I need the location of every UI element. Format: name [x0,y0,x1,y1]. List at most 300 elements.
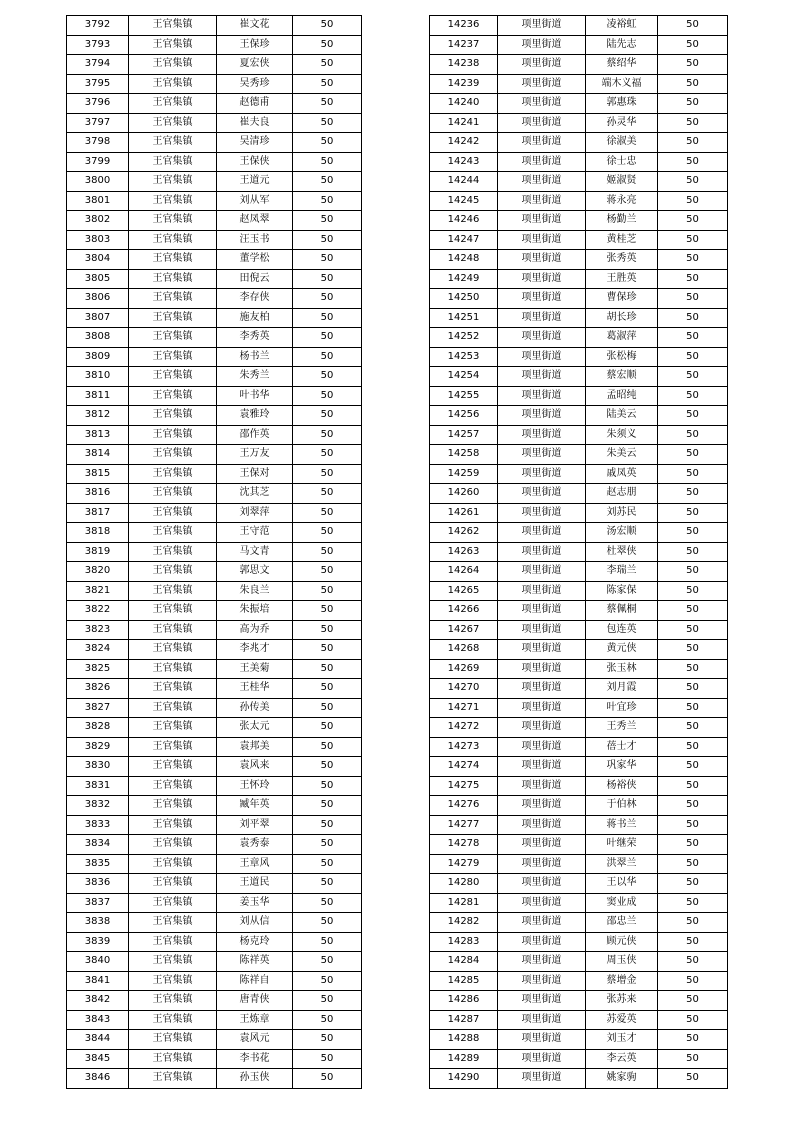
amount-cell: 50 [293,815,362,835]
id-cell: 14277 [430,815,498,835]
name-cell: 王守范 [217,523,293,543]
table-row [67,74,362,94]
table-row [67,113,362,133]
id-cell: 3820 [67,562,129,582]
name-cell: 杨书兰 [217,347,293,367]
id-cell: 3800 [67,172,129,192]
name-cell: 叶宜珍 [586,698,658,718]
name-cell: 李存侠 [217,289,293,309]
id-cell: 14283 [430,932,498,952]
id-cell: 3812 [67,406,129,426]
amount-cell: 50 [658,913,728,933]
town-cell: 项里街道 [498,601,586,621]
town-cell: 项里街道 [498,367,586,387]
name-cell: 包连英 [586,620,658,640]
table-row [430,133,728,153]
town-cell: 王官集镇 [129,172,217,192]
id-cell: 14253 [430,347,498,367]
town-cell: 王官集镇 [129,991,217,1011]
table-row [430,308,728,328]
table-row [67,659,362,679]
table-row [430,425,728,445]
name-cell: 沈其芝 [217,484,293,504]
name-cell: 陈祥自 [217,971,293,991]
table-row [430,562,728,582]
amount-cell: 50 [293,152,362,172]
name-cell: 张松梅 [586,347,658,367]
town-cell: 王官集镇 [129,971,217,991]
table-row [67,776,362,796]
town-cell: 王官集镇 [129,659,217,679]
id-cell: 14246 [430,211,498,231]
id-cell: 3813 [67,425,129,445]
table-row [430,328,728,348]
town-cell: 项里街道 [498,55,586,75]
amount-cell: 50 [658,659,728,679]
name-cell: 袁风元 [217,1030,293,1050]
name-cell: 朱须义 [586,425,658,445]
table-row [430,757,728,777]
id-cell: 14252 [430,328,498,348]
name-cell: 蔡佩桐 [586,601,658,621]
amount-cell: 50 [658,776,728,796]
amount-cell: 50 [658,854,728,874]
name-cell: 周玉侠 [586,952,658,972]
town-cell: 王官集镇 [129,211,217,231]
table-row [67,367,362,387]
town-cell: 王官集镇 [129,464,217,484]
id-cell: 3825 [67,659,129,679]
id-cell: 3804 [67,250,129,270]
id-cell: 3794 [67,55,129,75]
amount-cell: 50 [293,35,362,55]
town-cell: 项里街道 [498,191,586,211]
table-row [430,230,728,250]
table-row [67,289,362,309]
name-cell: 王美菊 [217,659,293,679]
amount-cell: 50 [293,991,362,1011]
table-row [67,133,362,153]
table-row [67,503,362,523]
name-cell: 崔文花 [217,16,293,36]
table-row [430,640,728,660]
town-cell: 王官集镇 [129,1010,217,1030]
amount-cell: 50 [658,74,728,94]
table-row [67,640,362,660]
name-cell: 窦业成 [586,893,658,913]
id-cell: 3797 [67,113,129,133]
town-cell: 王官集镇 [129,542,217,562]
name-cell: 蔡增金 [586,971,658,991]
id-cell: 3827 [67,698,129,718]
town-cell: 王官集镇 [129,16,217,36]
table-row [430,932,728,952]
amount-cell: 50 [293,269,362,289]
amount-cell: 50 [658,952,728,972]
table-row [67,35,362,55]
name-cell: 马文青 [217,542,293,562]
table-row [67,230,362,250]
table-row [430,191,728,211]
name-cell: 李兆才 [217,640,293,660]
id-cell: 3810 [67,367,129,387]
name-cell: 夏宏侠 [217,55,293,75]
name-cell: 端木义福 [586,74,658,94]
id-cell: 3803 [67,230,129,250]
town-cell: 王官集镇 [129,1049,217,1069]
table-row [430,523,728,543]
name-cell: 李瑞兰 [586,562,658,582]
id-cell: 3822 [67,601,129,621]
name-cell: 刘翠萍 [217,503,293,523]
amount-cell: 50 [658,835,728,855]
town-cell: 王官集镇 [129,640,217,660]
town-cell: 项里街道 [498,581,586,601]
amount-cell: 50 [658,1010,728,1030]
name-cell: 吴秀珍 [217,74,293,94]
table-row [67,269,362,289]
id-cell: 14241 [430,113,498,133]
table-row [67,718,362,738]
town-cell: 王官集镇 [129,893,217,913]
table-row [67,152,362,172]
amount-cell: 50 [658,230,728,250]
name-cell: 朱美云 [586,445,658,465]
name-cell: 崔夫良 [217,113,293,133]
amount-cell: 50 [293,250,362,270]
id-cell: 14270 [430,679,498,699]
id-cell: 14280 [430,874,498,894]
name-cell: 袁邦美 [217,737,293,757]
id-cell: 14281 [430,893,498,913]
name-cell: 张苏来 [586,991,658,1011]
town-cell: 项里街道 [498,211,586,231]
table-row [67,893,362,913]
amount-cell: 50 [658,484,728,504]
amount-cell: 50 [658,308,728,328]
amount-cell: 50 [293,74,362,94]
id-cell: 3845 [67,1049,129,1069]
amount-cell: 50 [658,718,728,738]
table-row [67,445,362,465]
town-cell: 项里街道 [498,679,586,699]
amount-cell: 50 [293,1030,362,1050]
table-row [430,737,728,757]
id-cell: 14240 [430,94,498,114]
id-cell: 14271 [430,698,498,718]
name-cell: 姚家驹 [586,1069,658,1089]
town-cell: 项里街道 [498,757,586,777]
id-cell: 14243 [430,152,498,172]
amount-cell: 50 [658,464,728,484]
table-row [67,698,362,718]
amount-cell: 50 [658,113,728,133]
amount-cell: 50 [658,737,728,757]
table-row [67,815,362,835]
amount-cell: 50 [293,503,362,523]
town-cell: 王官集镇 [129,1030,217,1050]
id-cell: 3818 [67,523,129,543]
id-cell: 14251 [430,308,498,328]
name-cell: 王道元 [217,172,293,192]
amount-cell: 50 [293,601,362,621]
town-cell: 项里街道 [498,776,586,796]
amount-cell: 50 [658,133,728,153]
table-row [67,620,362,640]
amount-cell: 50 [658,932,728,952]
amount-cell: 50 [658,679,728,699]
id-cell: 3801 [67,191,129,211]
town-cell: 王官集镇 [129,718,217,738]
amount-cell: 50 [658,503,728,523]
town-cell: 王官集镇 [129,679,217,699]
id-cell: 3824 [67,640,129,660]
left-table [66,15,362,1089]
table-row [67,484,362,504]
name-cell: 孙灵华 [586,113,658,133]
id-cell: 14276 [430,796,498,816]
table-row [430,581,728,601]
amount-cell: 50 [293,542,362,562]
id-cell: 3841 [67,971,129,991]
id-cell: 3823 [67,620,129,640]
amount-cell: 50 [658,796,728,816]
town-cell: 项里街道 [498,932,586,952]
town-cell: 项里街道 [498,425,586,445]
amount-cell: 50 [658,991,728,1011]
amount-cell: 50 [293,211,362,231]
id-cell: 3806 [67,289,129,309]
table-row [430,542,728,562]
town-cell: 项里街道 [498,874,586,894]
id-cell: 3834 [67,835,129,855]
id-cell: 14275 [430,776,498,796]
amount-cell: 50 [658,698,728,718]
amount-cell: 50 [658,874,728,894]
name-cell: 赵志朋 [586,484,658,504]
table-row [67,757,362,777]
town-cell: 王官集镇 [129,328,217,348]
id-cell: 14242 [430,133,498,153]
name-cell: 田倪云 [217,269,293,289]
town-cell: 王官集镇 [129,269,217,289]
id-cell: 3793 [67,35,129,55]
name-cell: 王保侠 [217,152,293,172]
id-cell: 3830 [67,757,129,777]
amount-cell: 50 [293,55,362,75]
id-cell: 14278 [430,835,498,855]
table-row [430,503,728,523]
id-cell: 14285 [430,971,498,991]
amount-cell: 50 [293,1069,362,1089]
town-cell: 项里街道 [498,289,586,309]
amount-cell: 50 [293,464,362,484]
name-cell: 王章风 [217,854,293,874]
table-row [67,952,362,972]
id-cell: 3808 [67,328,129,348]
id-cell: 3835 [67,854,129,874]
table-row [430,913,728,933]
amount-cell: 50 [658,523,728,543]
id-cell: 3798 [67,133,129,153]
id-cell: 14282 [430,913,498,933]
town-cell: 王官集镇 [129,289,217,309]
id-cell: 14238 [430,55,498,75]
table-row [67,250,362,270]
table-row [67,1030,362,1050]
amount-cell: 50 [293,913,362,933]
name-cell: 刘从信 [217,913,293,933]
name-cell: 黄桂芝 [586,230,658,250]
id-cell: 14272 [430,718,498,738]
name-cell: 朱振培 [217,601,293,621]
amount-cell: 50 [293,445,362,465]
name-cell: 袁风来 [217,757,293,777]
table-row [67,1049,362,1069]
table-row [430,1069,728,1089]
table-row [430,113,728,133]
town-cell: 项里街道 [498,74,586,94]
amount-cell: 50 [658,425,728,445]
town-cell: 项里街道 [498,815,586,835]
town-cell: 王官集镇 [129,386,217,406]
town-cell: 王官集镇 [129,113,217,133]
town-cell: 王官集镇 [129,796,217,816]
table-row [430,16,728,36]
name-cell: 高为乔 [217,620,293,640]
amount-cell: 50 [658,367,728,387]
table-row [67,386,362,406]
name-cell: 凌裕虹 [586,16,658,36]
amount-cell: 50 [658,386,728,406]
name-cell: 洪翠兰 [586,854,658,874]
amount-cell: 50 [293,484,362,504]
table-row [67,1010,362,1030]
table-row [430,250,728,270]
name-cell: 刘苏民 [586,503,658,523]
table-row [67,874,362,894]
amount-cell: 50 [293,835,362,855]
name-cell: 曹保珍 [586,289,658,309]
amount-cell: 50 [293,367,362,387]
table-row [67,1069,362,1089]
amount-cell: 50 [658,562,728,582]
name-cell: 孙传美 [217,698,293,718]
amount-cell: 50 [293,230,362,250]
id-cell: 14262 [430,523,498,543]
name-cell: 陈祥英 [217,952,293,972]
name-cell: 施友柏 [217,308,293,328]
amount-cell: 50 [293,191,362,211]
table-row [430,484,728,504]
table-row [67,16,362,36]
id-cell: 3821 [67,581,129,601]
name-cell: 李书花 [217,1049,293,1069]
name-cell: 刘玉才 [586,1030,658,1050]
amount-cell: 50 [293,1010,362,1030]
table-row [430,464,728,484]
town-cell: 项里街道 [498,35,586,55]
amount-cell: 50 [293,133,362,153]
name-cell: 朱秀兰 [217,367,293,387]
name-cell: 王以华 [586,874,658,894]
table-row [67,94,362,114]
id-cell: 14265 [430,581,498,601]
town-cell: 项里街道 [498,991,586,1011]
amount-cell: 50 [293,679,362,699]
table-row [430,659,728,679]
amount-cell: 50 [293,425,362,445]
town-cell: 王官集镇 [129,854,217,874]
amount-cell: 50 [293,562,362,582]
name-cell: 赵德甫 [217,94,293,114]
name-cell: 王道民 [217,874,293,894]
id-cell: 14288 [430,1030,498,1050]
table-row [430,445,728,465]
table-row [430,74,728,94]
table-row [67,328,362,348]
name-cell: 叶继荣 [586,835,658,855]
table-row [430,289,728,309]
table-row [67,562,362,582]
town-cell: 王官集镇 [129,152,217,172]
table-row [430,874,728,894]
town-cell: 项里街道 [498,308,586,328]
town-cell: 项里街道 [498,386,586,406]
name-cell: 王胜英 [586,269,658,289]
table-row [67,464,362,484]
amount-cell: 50 [658,347,728,367]
id-cell: 3843 [67,1010,129,1030]
amount-cell: 50 [293,659,362,679]
id-cell: 14260 [430,484,498,504]
name-cell: 蒋永亮 [586,191,658,211]
amount-cell: 50 [658,620,728,640]
town-cell: 项里街道 [498,1010,586,1030]
id-cell: 14239 [430,74,498,94]
town-cell: 项里街道 [498,971,586,991]
town-cell: 项里街道 [498,133,586,153]
name-cell: 陆美云 [586,406,658,426]
id-cell: 3799 [67,152,129,172]
amount-cell: 50 [293,347,362,367]
right-table-body [430,16,728,1089]
town-cell: 王官集镇 [129,737,217,757]
id-cell: 14274 [430,757,498,777]
table-row [430,776,728,796]
amount-cell: 50 [293,698,362,718]
id-cell: 14244 [430,172,498,192]
table-row [67,55,362,75]
town-cell: 项里街道 [498,893,586,913]
name-cell: 朱良兰 [217,581,293,601]
name-cell: 蓓士才 [586,737,658,757]
amount-cell: 50 [293,581,362,601]
town-cell: 王官集镇 [129,484,217,504]
town-cell: 项里街道 [498,1030,586,1050]
id-cell: 14254 [430,367,498,387]
name-cell: 戚凤英 [586,464,658,484]
town-cell: 王官集镇 [129,308,217,328]
table-row [430,406,728,426]
id-cell: 3795 [67,74,129,94]
right-table [429,15,728,1089]
table-row [67,523,362,543]
town-cell: 王官集镇 [129,367,217,387]
town-cell: 项里街道 [498,328,586,348]
table-row [430,152,728,172]
town-cell: 项里街道 [498,113,586,133]
